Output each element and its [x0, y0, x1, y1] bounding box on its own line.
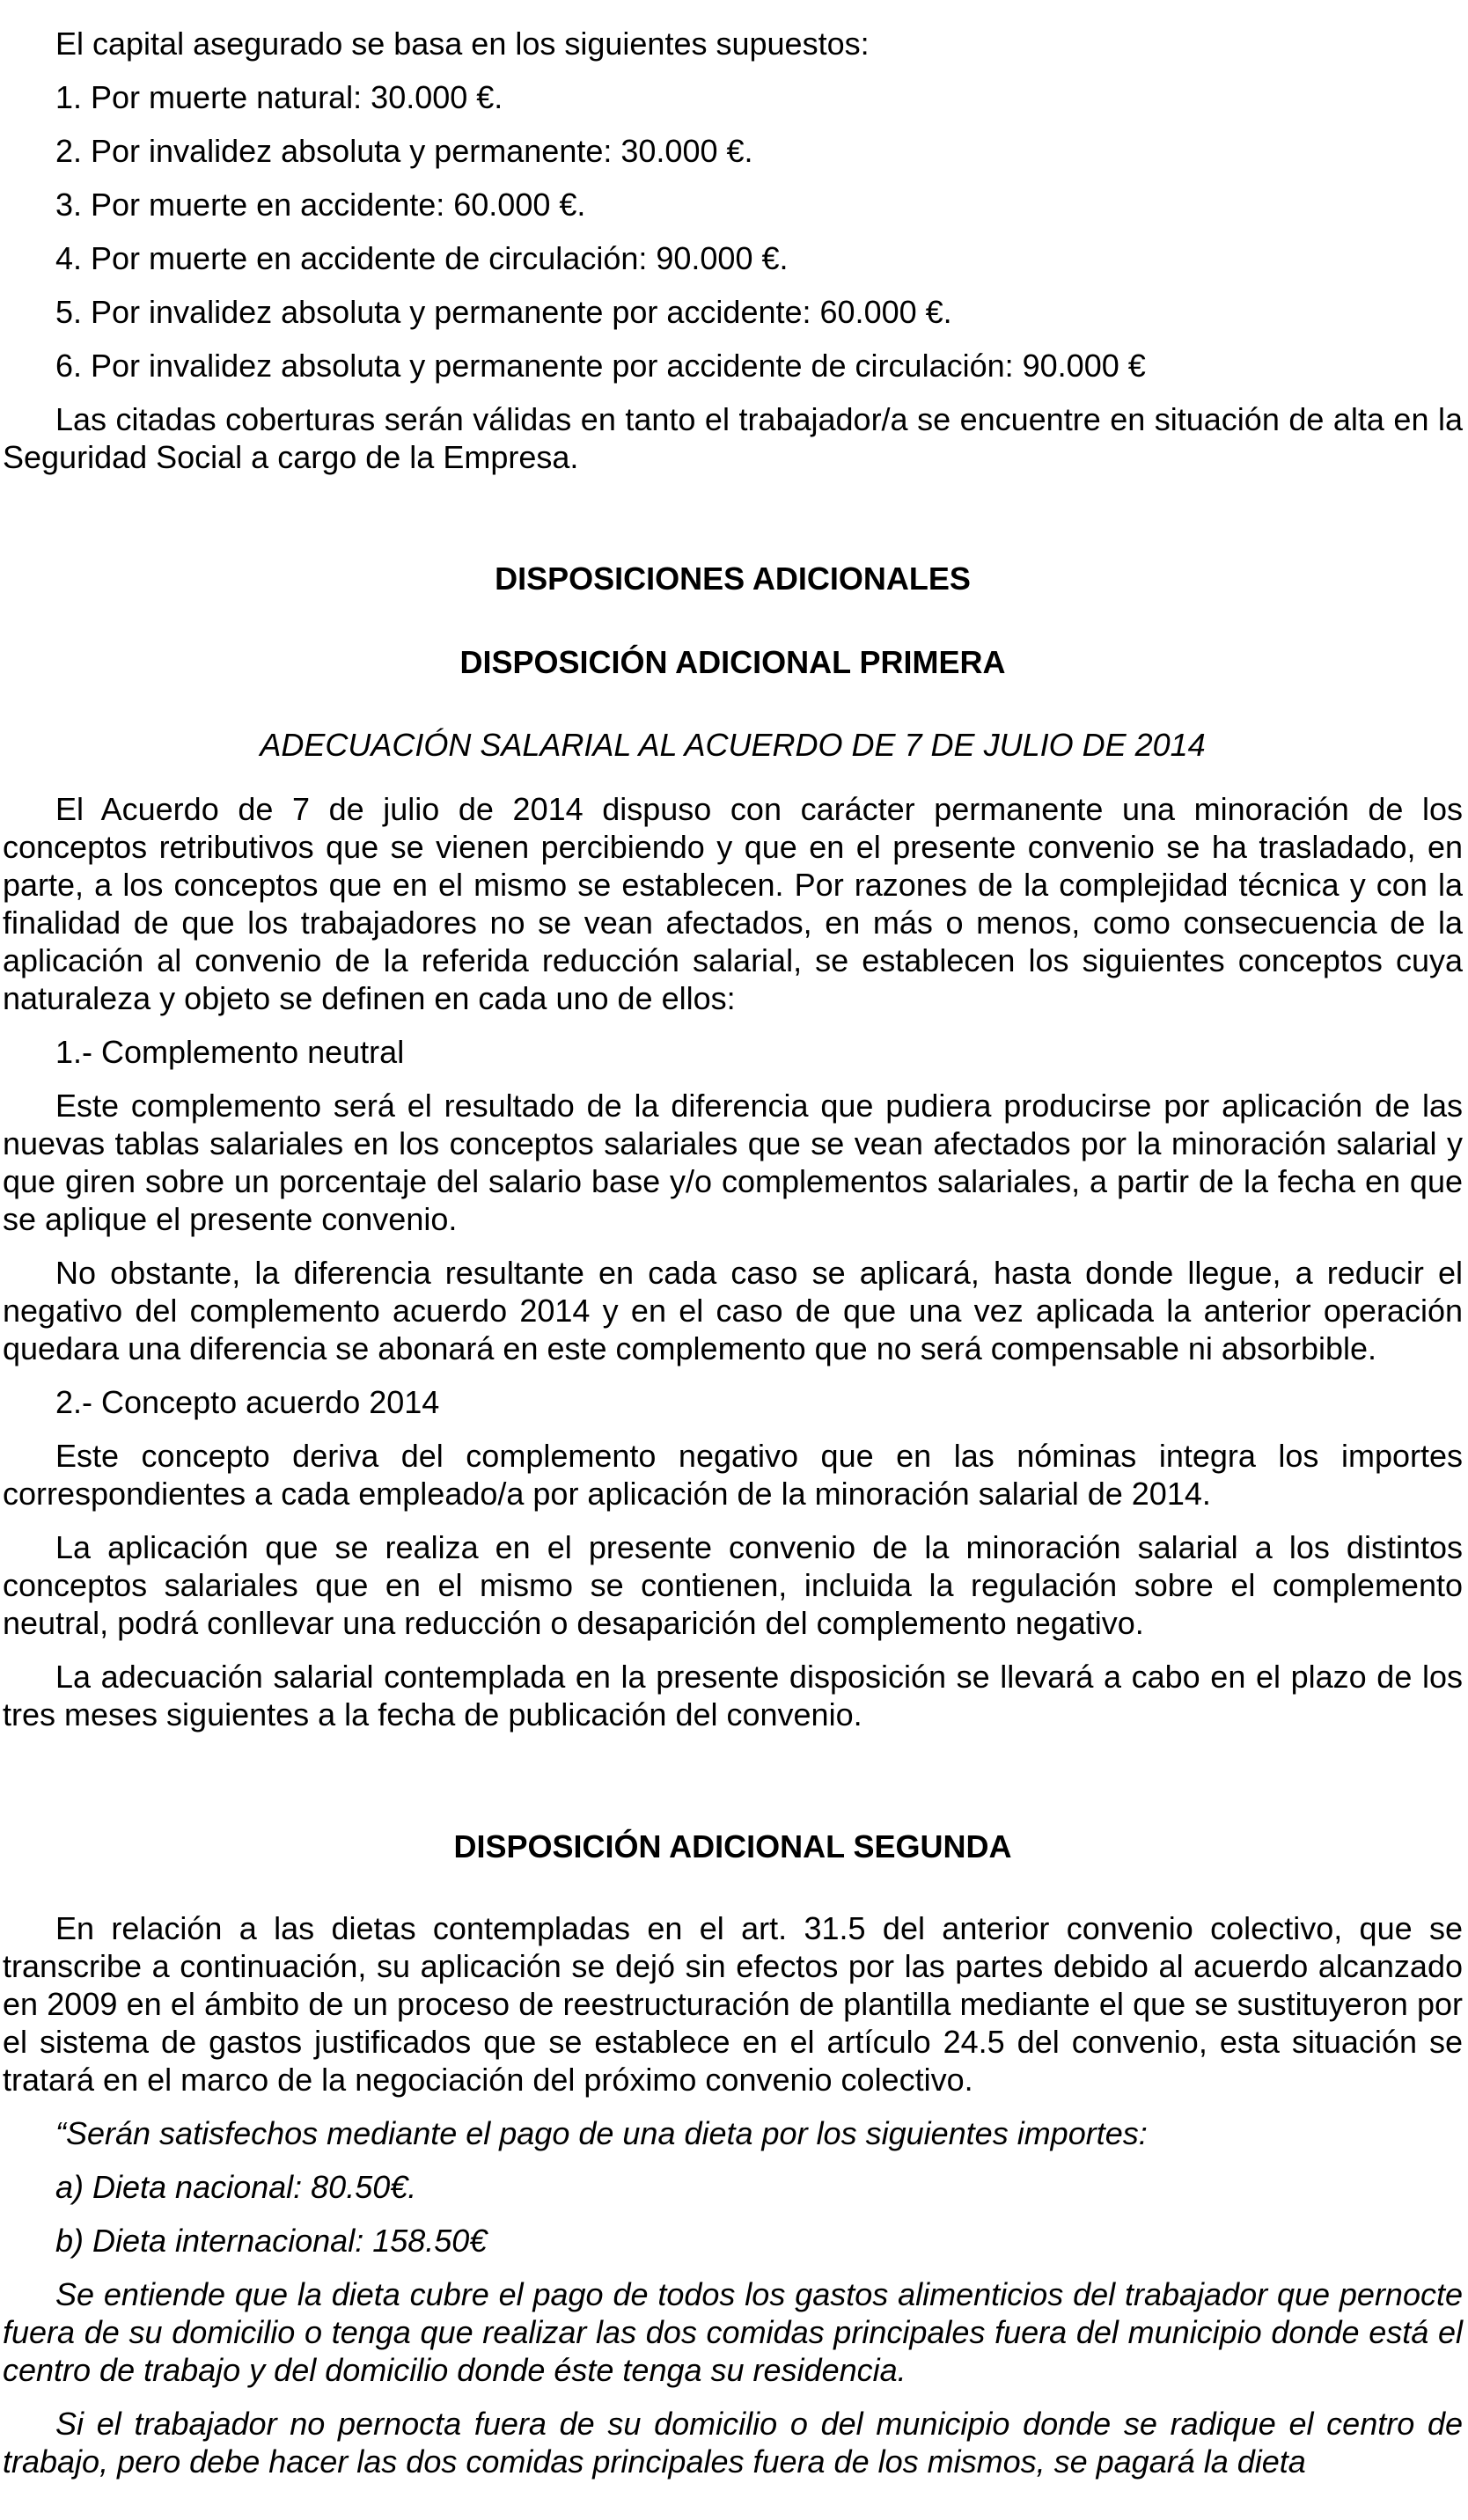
heading-adecuacion-salarial: ADECUACIÓN SALARIAL AL ACUERDO DE 7 DE JULIO DE 2014: [260, 727, 1206, 763]
list-item-1: 1. Por muerte natural: 30.000 €.: [55, 79, 503, 115]
primera-item1-paragraph-2: No obstante, la diferencia resultante en cada caso se aplicará, hasta donde llegue, a reducir el negativo del complemento acuerdo 2014 y en el caso de que una vez aplicada la anterior operación quedara una diferencia se abonará en este complemento que no será compensable ni absorbible.: [3, 1255, 1463, 1366]
primera-item2-paragraph-1: Este concepto deriva del complemento negativo que en las nóminas integra los importes correspondientes a cada empleado/a por aplicación de la minoración salarial de 2014.: [3, 1438, 1463, 1512]
segunda-quote-item-b: b) Dieta internacional: 158.50€: [55, 2223, 488, 2259]
primera-item2-paragraph-2: La aplicación que se realiza en el presente convenio de la minoración salarial a los distintos conceptos salariales que en el mismo se contienen, incluida la regulación sobre el complemento neutral, podrá conllevar una reducción o desaparición del complemento negativo.: [3, 1529, 1463, 1641]
primera-item1-title: 1.- Complemento neutral: [55, 1034, 405, 1070]
segunda-quote-paragraph-1: Se entiende que la dieta cubre el pago de todos los gastos alimenticios del trabajador que pernocte fuera de su domicilio o tenga que realizar las dos comidas principales fuera del municipio donde está el centro de trabajo y del domicilio donde éste tenga su residencia.: [3, 2276, 1463, 2388]
list-item-4: 4. Por muerte en accidente de circulación: 90.000 €.: [55, 240, 789, 276]
segunda-paragraph-1: En relación a las dietas contempladas en el art. 31.5 del anterior convenio colectivo, que se transcribe a continuación, su aplicación se dejó sin efectos por las partes debido al acuerdo alcanzado en 2009 en el ámbito de un proceso de reestructuración de plantilla mediante el que se sustituyeron por el sistema de gastos justificados que se establece en el artículo 24.5 del convenio, esta situación se tratará en el marco de la negociación del próximo convenio colectivo.: [3, 1910, 1463, 2098]
intro-lead: El capital asegurado se basa en los siguientes supuestos:: [55, 26, 870, 62]
primera-item2-paragraph-3: La adecuación salarial contemplada en la presente disposición se llevará a cabo en el plazo de los tres meses siguientes a la fecha de publicación del convenio.: [3, 1659, 1463, 1732]
heading-disposiciones-adicionales: DISPOSICIONES ADICIONALES: [495, 560, 971, 597]
primera-item2-title: 2.- Concepto acuerdo 2014: [55, 1384, 440, 1420]
heading-disposicion-adicional-primera: DISPOSICIÓN ADICIONAL PRIMERA: [459, 644, 1006, 680]
heading-disposicion-adicional-segunda: DISPOSICIÓN ADICIONAL SEGUNDA: [453, 1828, 1012, 1864]
segunda-quote-paragraph-2: Si el trabajador no pernocta fuera de su domicilio o del municipio donde se radique el centro de trabajo, pero debe hacer las dos comidas principales fuera de los mismos, se pagará la dieta: [3, 2406, 1463, 2480]
primera-item1-paragraph-1: Este complemento será el resultado de la diferencia que pudiera producirse por aplicación de las nuevas tablas salariales en los conceptos salariales que se vean afectados por la minoración salarial y que giren sobre un porcentaje del salario base y/o complementos salariales, a partir de la fecha en que se aplique el presente convenio.: [3, 1088, 1463, 1237]
segunda-quote-item-a: a) Dieta nacional: 80.50€.: [55, 2169, 417, 2205]
intro-closing-paragraph: Las citadas coberturas serán válidas en tanto el trabajador/a se encuentre en situación de alta en la Seguridad Social a cargo de la Empresa.: [3, 401, 1463, 475]
primera-paragraph-1: El Acuerdo de 7 de julio de 2014 dispuso con carácter permanente una minoración de los conceptos retributivos que se vienen percibiendo y que en el presente convenio se ha trasladado, en parte, a los conceptos que en el mismo se establecen. Por razones de la complejidad técnica y con la finalidad de que los trabajadores no se vean afectados, en más o menos, como consecuencia de la aplicación al convenio de la referida reducción salarial, se establecen los siguientes conceptos cuya naturaleza y objeto se definen en cada uno de ellos:: [3, 791, 1463, 1016]
list-item-5: 5. Por invalidez absoluta y permanente por accidente: 60.000 €.: [55, 294, 952, 330]
segunda-quote-intro: “Serán satisfechos mediante el pago de una dieta por los siguientes importes:: [55, 2115, 1148, 2151]
list-item-2: 2. Por invalidez absoluta y permanente: 30.000 €.: [55, 133, 753, 169]
list-item-3: 3. Por muerte en accidente: 60.000 €.: [55, 187, 586, 223]
list-item-6: 6. Por invalidez absoluta y permanente por accidente de circulación: 90.000 €: [55, 348, 1146, 384]
